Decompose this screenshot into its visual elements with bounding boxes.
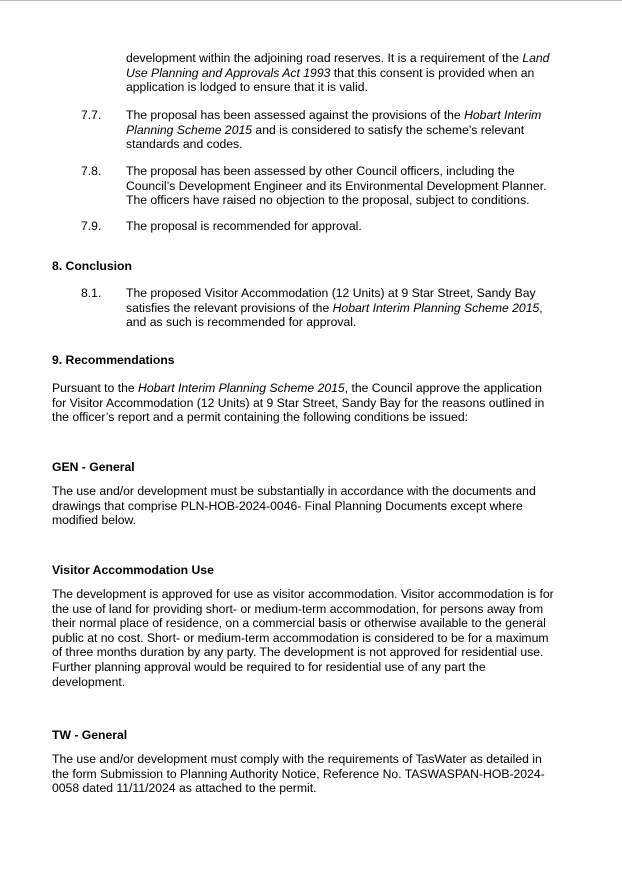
- text-line: The development is approved for use as visitor accommodation. Visitor accommodation is for: [52, 587, 554, 601]
- text-line: Further planning approval would be required to for residential use of any part the: [52, 659, 486, 674]
- italic-text: Planning Scheme 2015: [126, 122, 253, 137]
- text-line: of three months duration by any party. The development is not approved for residential use.: [52, 645, 544, 660]
- text-line: The proposal has been assessed against the provisions of the Hobart Interim: [126, 108, 542, 122]
- condition-heading-visitor-accommodation: Visitor Accommodation Use: [52, 563, 214, 577]
- text-line: public at no cost. Short- or medium-term accommodation is considered to be for a maximum: [52, 630, 549, 645]
- text-line: Council’s Development Engineer and its Environmental Development Planner.: [126, 178, 547, 193]
- text-line: their normal place of residence, on a commercial basis or otherwise available to the general: [52, 616, 546, 631]
- item-7-9-text: [126, 219, 586, 234]
- text-line: application is lodged to ensure that it is valid.: [126, 80, 368, 95]
- text-line: development.: [52, 674, 126, 689]
- item-number: 8.1.: [81, 286, 102, 300]
- italic-text: Land: [522, 51, 550, 65]
- condition-heading-gen: GEN - General: [52, 460, 135, 474]
- condition-gen-text: [52, 484, 582, 528]
- item-number: 7.9.: [81, 219, 102, 233]
- text-line: the officer’s report and a permit containing the following conditions be issued:: [52, 410, 468, 425]
- text-line: satisfies the relevant provisions of the Hobart Interim Planning Scheme 2015,: [126, 300, 543, 315]
- text-line: drawings that comprise PLN-HOB-2024-0046- Final Planning Documents except where: [52, 498, 523, 513]
- text-line: The officers have raised no objection to the proposal, subject to conditions.: [126, 193, 530, 208]
- text-line: The use and/or development must comply with the requirements of TasWater as detailed in: [52, 752, 542, 766]
- text-line: The proposed Visitor Accommodation (12 Units) at 9 Star Street, Sandy Bay: [126, 286, 536, 300]
- intro-paragraph: [126, 51, 586, 95]
- item-number: 7.8.: [81, 164, 102, 178]
- text-line: 0058 dated 11/11/2024 as attached to the permit.: [52, 781, 317, 796]
- section-heading-conclusion: 8. Conclusion: [52, 259, 132, 273]
- section-heading-recommendations: 9. Recommendations: [52, 353, 175, 367]
- condition-tw-text: [52, 752, 582, 796]
- condition-heading-tw: TW - General: [52, 728, 128, 742]
- text-line: Pursuant to the Hobart Interim Planning Scheme 2015, the Council approve the application: [52, 381, 542, 395]
- item-7-7-text: [126, 108, 586, 152]
- text-line: development within the adjoining road reserves. It is a requirement of the Land: [126, 51, 550, 65]
- text-line: The proposal has been assessed by other Council officers, including the: [126, 164, 515, 178]
- item-8-1-text: [126, 286, 586, 330]
- italic-text: Use Planning and Approvals Act 1993: [126, 65, 331, 80]
- italic-text: Hobart Interim Planning Scheme 2015: [138, 381, 345, 395]
- text-line: The proposal is recommended for approval.: [126, 219, 362, 233]
- text-line: the use of land for providing short- or medium-term accommodation, for persons away from: [52, 601, 544, 616]
- text-line: The use and/or development must be substantially in accordance with the documents and: [52, 484, 536, 498]
- item-number: 7.7.: [81, 108, 102, 122]
- text-line: Planning Scheme 2015 and is considered to satisfy the scheme’s relevant: [126, 122, 525, 137]
- italic-text: Hobart Interim: [464, 108, 542, 122]
- recommendations-paragraph: [52, 381, 582, 425]
- text-line: and as such is recommended for approval.: [126, 315, 357, 330]
- text-line: the form Submission to Planning Authority Notice, Reference No. TASWASPAN-HOB-2024-: [52, 766, 545, 781]
- item-7-8-text: [126, 164, 586, 208]
- text-line: standards and codes.: [126, 137, 243, 152]
- condition-visitor-accommodation-text: [52, 587, 582, 689]
- text-line: Use Planning and Approvals Act 1993 that this consent is provided when an: [126, 65, 535, 80]
- text-line: modified below.: [52, 513, 137, 528]
- italic-text: Hobart Interim Planning Scheme 2015: [332, 300, 540, 315]
- text-line: for Visitor Accommodation (12 Units) at 9 Star Street, Sandy Bay for the reasons outlined in: [52, 395, 545, 410]
